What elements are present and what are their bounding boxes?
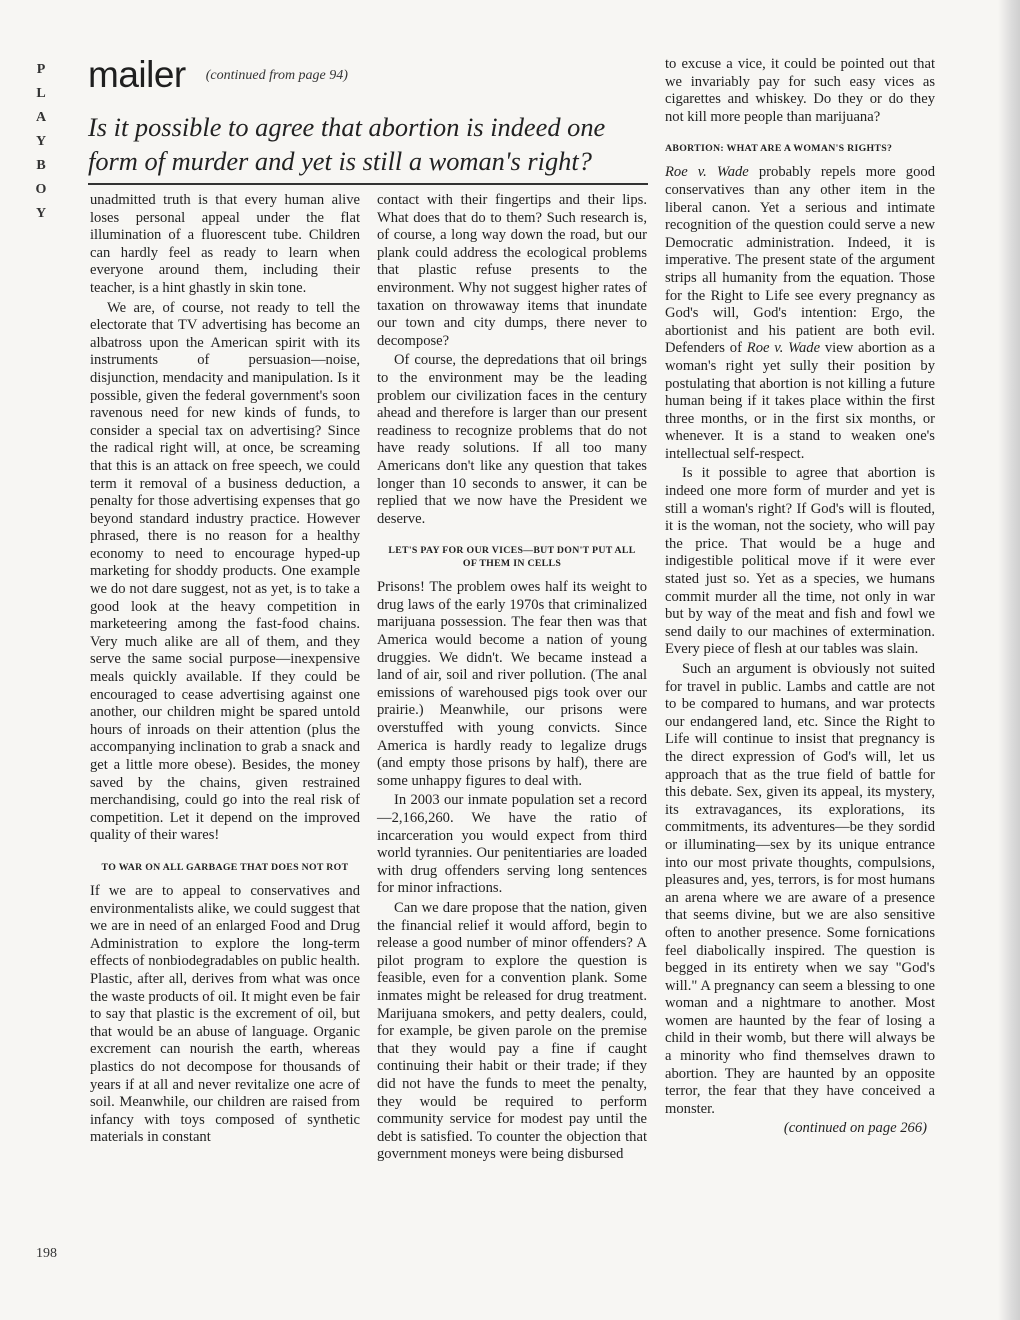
paragraph: to excuse a vice, it could be pointed out that we invariably pay for such easy vices as cigarettes and whiskey. Do they or do they not kill more people than marijuana? — [665, 56, 935, 125]
paragraph: If we are to appeal to conservatives and environmentalists alike, we could suggest that we are in need of an enlarged Food and Drug Administration to explore the long-term effects of nonbiodegradables on public health. Plastic, after all, derives from what was once the waste products of oil. It might even be fair to say that plastic is the excrement of oil, but that would be an abuse of language. Organic excrement can nourish the earth, whereas plastics do not decompose for thousands of years if at all and never revitalize one acre of soil. Meanwhile, our children are raised from infancy with toys composed of synthetic materials in constant — [90, 882, 360, 1146]
paragraph: Is it possible to agree that abortion is indeed one more form of murder and yet is still a woman's right? If God's will is flouted, it is the woman, not the society, who will pay the price. That would be a huge and indigestible political move if it were ever stated just so. Yet as a species, we humans commit murder all the time, not only in war but by way of the meat and fish and fowl we send daily to our machines of extermination. Every piece of flesh at our tables was slain. — [665, 465, 935, 658]
case-name: Roe v. Wade — [746, 340, 821, 357]
paragraph: Such an argument is obviously not suited for travel in public. Lambs and cattle are not to be compared to humans, and war protects our endangered land, etc. Since the Right to Life will continue to insist that pregnancy is the direct expression of God's will, let us approach that as the true field of battle for this debate. Sex, given its appeal, its mystery, its extravagances, its explorations, its commitments, its adventures—be they sordid or illuminating—sex by its unique entrance into our most private thoughts, compulsions, pleasures and, yes, terrors, is for most humans an arena where we are aware of a presence that seems divine, but we are also sensitive often to another presence. Some fornications feel diabolically inspired. The question is begged in its entirety when we say "God's will." A pregnancy can seem a blessing to one woman and a nightmare to another. Most women are haunted by the fear of losing a child in their womb, but there will always be a minority who find themselves drawn to abortion. They are haunted by an opposite terror, the fear that they have conceived a monster. — [665, 661, 935, 1117]
text-column-3 — [665, 56, 935, 1138]
article-deck: Is it possible to agree that abortion is indeed one form of murder and yet is still a woman's right? — [88, 112, 606, 176]
paragraph — [665, 164, 935, 463]
page-number: 198 — [36, 1246, 57, 1261]
magazine-letter: B — [36, 158, 46, 173]
continued-on-note: (continued on page 266) — [783, 1120, 927, 1137]
header-rule — [88, 183, 648, 185]
paragraph: We are, of course, not ready to tell the electorate that TV advertising has become an albatross upon the American spirit with its instruments of persuasion—noise, disjunction, mendacity and manipulation. Is it possible, given the federal government's soon ravenous need for new kinds of funds, to consider a special tax on advertising? Since the radical right will, at once, be screaming that this is an attack on free speech, we could term it removal of a business deduction, a penalty for those advertising expenses that go beyond standard industry practice. However phrased, there is no reason for a healthy economy to need to encourage hyped-up marketing for shoddy products. One example we do not dare suggest, not as yet, is to take a good look at the heavy competition in marketeering among the fast-food chains. Very much alike are all of them, and they serve the same social purpose—inexpensive meals quickly available. If they could be encouraged to cease advertising against one another, our children might be spared untold hours of inroads on their attention (plus the accompanying inclination to grab a snack and get a little more obese). Besides, the money saved by the chains, given restrained merchandising, could go into the real risk of competition. Let it depend on the improved quality of their wares! — [90, 299, 360, 844]
department-title: mailer — [88, 54, 186, 95]
magazine-name-vertical — [30, 58, 52, 226]
section-subhead: ABORTION: WHAT ARE A WOMAN'S RIGHTS? — [665, 143, 893, 155]
magazine-letter: L — [36, 86, 46, 101]
page-edge-shadow — [998, 0, 1020, 1320]
paragraph: contact with their fingertips and their lips. What does that do to them? Such research is, of course, a long way down the road, but our plank could address the ecological problems that plastic refuse presents to the environment. Why not suggest higher rates of taxation on throwaway items that inundate our town and city dumps, there never to decompose? — [377, 192, 647, 349]
paragraph: unadmitted truth is that every human alive loses personal appeal under the flat illumination of a fluorescent tube. Children can hardly feel as ready to learn when everyone around them, including their teacher, is a hint ghastly in skin tone. — [90, 192, 360, 296]
magazine-letter: O — [35, 182, 47, 197]
magazine-letter: P — [36, 62, 46, 77]
paragraph: Of course, the depredations that oil brings to the environment may be the leading problem our civilization faces in the century ahead and therefore is larger than our present readiness to recognize problems that do not have ready solutions. If all too many Americans don't like any question that takes longer than 10 seconds to answer, it can be replied that we now have the President we deserve. — [377, 352, 647, 527]
text-column-2 — [377, 192, 647, 1164]
text-run: view abortion as a woman's right yet sully their position by postulating that abortion is not killing a future human being if it takes place within the first three months, or in the first six months, or whenever. It is a stand to weaken one's intellectual self-respect. — [665, 340, 936, 462]
magazine-letter: Y — [35, 134, 47, 149]
section-subhead: TO WAR ON ALL GARBAGE THAT DOES NOT ROT — [101, 861, 349, 873]
paragraph: Prisons! The problem owes half its weight to drug laws of the early 1970s that criminalized marijuana possession. The fear then was that America would become a nation of young druggies. We didn't. We became instead a land of air, soil and river pollution. (The anal emissions of warehoused pigs took over our prairie.) Meanwhile, our prisons were overstuffed with young convicts. Since America is hardly ready to legalize drugs (and empty those prisons by half), there are some unhappy figures to deal with. — [377, 579, 647, 789]
paragraph: Can we dare propose that the nation, given the financial relief it would afford, begin to release a good number of minor offenders? A pilot program to explore the question is feasible, even for a convention plank. Some inmates might be released for drug treatment. Marijuana smokers, and petty dealers, could, for example, be given parole on the premise that they would pay a fine if caught continuing their habit or their trade; if they did not have the funds to meet the penalty, they would be required to perform community service for modest pay until the debt is satisfied. To counter the objection that government moneys were being disbursed — [377, 899, 647, 1163]
magazine-letter: A — [35, 110, 47, 125]
section-subhead: LET'S PAY FOR OUR VICES—BUT DON'T PUT ALL OF THEM IN CELLS — [388, 545, 636, 570]
continued-from-note: (continued from page 94) — [205, 68, 348, 83]
text-run: probably repels more good conservatives than any other item in the liberal canon. Yet a serious and intimate recognition of the question could serve a new Democratic administration. Indeed, it is imperative. The present state of the argument strips all humanity from the equation. Those for the Right to Life see every pregnancy as God's will, God's intention: Ergo, the abortionist and his patient are both evil. Defenders of — [665, 164, 935, 357]
case-name: Roe v. Wade — [665, 164, 749, 181]
magazine-letter: Y — [35, 206, 47, 221]
paragraph: In 2003 our inmate population set a record—2,166,260. We have the ratio of incarceration you would expect from third world tyrannies. Our penitentiaries are loaded with drug offenders serving long sentences for minor infractions. — [377, 792, 647, 897]
text-column-1 — [90, 192, 360, 1147]
department-header — [88, 52, 648, 98]
